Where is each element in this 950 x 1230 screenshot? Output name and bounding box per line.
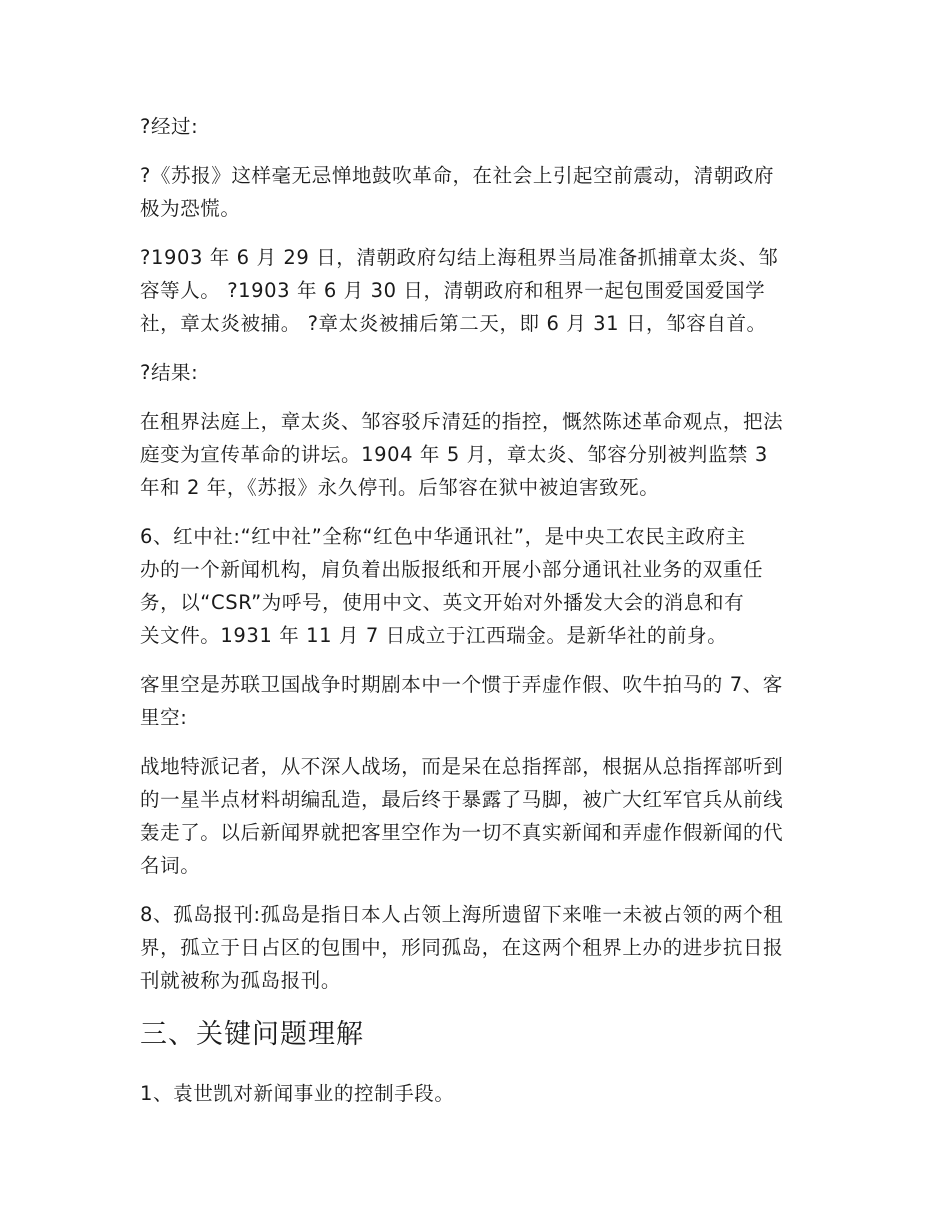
text-line: 8、孤岛报刊:孤岛是指日本人占领上海所遗留下来唯一未被占领的两个租: [140, 903, 784, 926]
text-line: 办的一个新闻机构，肩负着出版报纸和开展小部分通讯社业务的双重任: [140, 558, 764, 581]
text-line: 关文件。1931 年 11 月 7 日成立于江西瑞金。是新华社的前身。: [140, 624, 728, 647]
text-line: 6、红中社:“红中社”全称“红色中华通讯社”，是中央工农民主政府主: [140, 525, 746, 548]
text-line: 务，以“CSR”为呼号，使用中文、英文开始对外播发大会的消息和有: [140, 591, 745, 614]
text-line: 名词。: [140, 854, 201, 877]
paragraph-arrest-timeline: [140, 241, 810, 340]
paragraph-keliкong-intro: [140, 668, 810, 734]
section-heading: 三、关键问题理解: [140, 1019, 364, 1050]
paragraph-subao-agitation: [140, 159, 810, 225]
text-line: 1、袁世凯对新闻事业的控制手段。: [140, 1082, 455, 1105]
paragraph-war-correspondent: [140, 750, 810, 882]
text-line: 极为恐慌。: [140, 197, 241, 220]
text-line: 刊就被称为孤岛报刊。: [140, 969, 342, 992]
paragraph-hongzhongshe: [140, 520, 810, 652]
text-line: 在租界法庭上，章太炎、邹容驳斥清廷的指控，慨然陈述革命观点，把法: [140, 410, 784, 433]
text-line: 年和 2 年，《苏报》永久停刊。后邹容在狱中被迫害致死。: [140, 476, 660, 499]
text-line: ?1903 年 6 月 29 日，清朝政府勾结上海租界当局准备抓捕章太炎、邹: [140, 246, 779, 269]
text-line: 的一星半点材料胡编乱造，最后终于暴露了马脚，被广大红军官兵从前线: [140, 788, 784, 811]
paragraph-yuan-shikai: [140, 1077, 810, 1110]
text-line: ?结果:: [140, 361, 199, 384]
text-line: 战地特派记者，从不深人战场，而是呆在总指挥部，根据从总指挥部听到: [140, 755, 784, 778]
document-page: [140, 110, 810, 1126]
text-line: ?经过:: [140, 115, 199, 138]
paragraph-process-label: [140, 110, 810, 143]
paragraph-result-label: [140, 356, 810, 389]
text-line: 社，章太炎被捕。 ?章太炎被捕后第二天，即 6 月 31 日，邹容自首。: [140, 312, 767, 335]
text-line: 客里空是苏联卫国战争时期剧本中一个惯于弄虚作假、吹牛拍马的 7、客: [140, 673, 783, 696]
paragraph-court-outcome: [140, 405, 810, 504]
text-line: 里空:: [140, 706, 188, 729]
text-line: 容等人。 ?1903 年 6 月 30 日，清朝政府和租界一起包围爱国爱国学: [140, 279, 766, 302]
text-line: 庭变为宣传革命的讲坛。1904 年 5 月，章太炎、邹容分别被判监禁 3: [140, 443, 768, 466]
text-line: 界，孤立于日占区的包围中，形同孤岛，在这两个租界上办的进步抗日报: [140, 936, 784, 959]
paragraph-island-press: [140, 898, 810, 997]
text-line: ?《苏报》这样毫无忌惮地鼓吹革命，在社会上引起空前震动，清朝政府: [140, 164, 775, 187]
text-line: 轰走了。以后新闻界就把客里空作为一切不真实新闻和弄虚作假新闻的代: [140, 821, 784, 844]
